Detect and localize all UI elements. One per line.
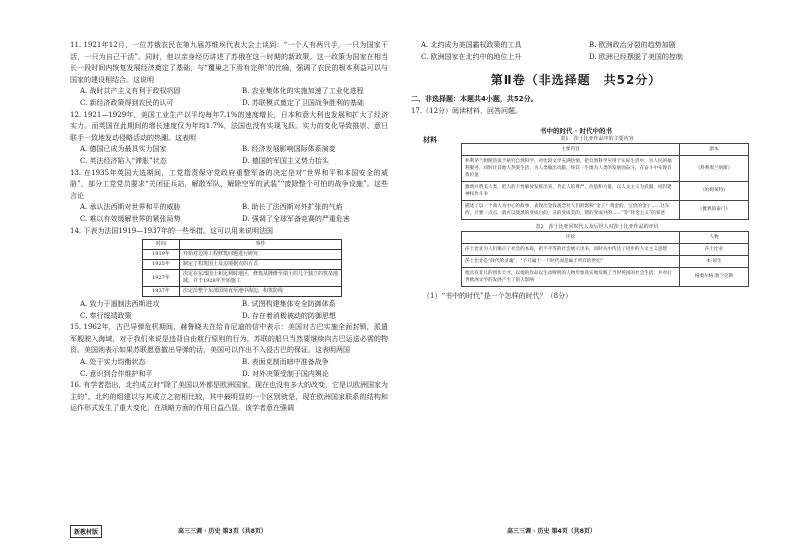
table-header-cell: 时间 [143, 240, 180, 250]
table-header-cell: 评价 [462, 231, 680, 243]
table-cell: 描述了以一个商人为中心的故事，表现出金钱观念对人们的影响“金子？黄金的、宝贵的金子……这东西，只要一点点，就可以使黑的变成白的，丑的变成美的，错的变成对的……”等“拜金主义”的罪恶 [462, 200, 680, 219]
table-cell-year: 1919年 [143, 250, 180, 260]
option: D. 苏联模式奠定了卫国战争胜利的基础 [242, 98, 364, 107]
table-header-row [143, 240, 342, 250]
option: C. 英法经济陷入“滞胀”状态 [80, 156, 167, 165]
table-header-row [462, 231, 749, 243]
table-cell: 他具有非凡的创作天才，以他的作品以生动鲜明的人物形象真实地反映了当时英国的社会生活，并对后世欧洲文学的发展产生了很大影响 [462, 267, 680, 286]
question-15-stem: 15. 1962年，古巴导弹危机期间，赫鲁晓夫在给肯尼迪的信中表示：美国对古巴实施全面封锁，派遣军舰驶入海域，对于我们来说是违背自由航行原则的行为，苏联的船只当然要继续向古巴运送必需的物资。美国则表示如果苏联愿意撤出导弹的话，美国可以作出不入侵古巴的保证。这表明两国 [70, 323, 388, 355]
table-cell-event: 决定沿整个东部国境直至地中海边，构筑防线 [180, 287, 342, 297]
question-16-options [411, 40, 741, 63]
table-2-caption: 表2 莎士比亚同时代人及后世人对莎士比亚作品的评价 [535, 223, 659, 230]
table-row [462, 155, 749, 181]
option: B. 农业集体化的实施加速了工业化进程 [242, 87, 364, 96]
question-11 [70, 40, 388, 110]
section-title: 第Ⅱ卷（非选择题 共52分） [490, 73, 662, 88]
question-13-options [70, 202, 388, 225]
question-15-options [70, 357, 388, 380]
option: D. 欧洲已经摆脱了美国的控制 [589, 52, 683, 61]
table-cell: 歌颂并赞美人类，把人的个性解放发挥出来，肯定人的尊严、价值和力量，以人文主义为武器，同封建神权作斗争 [462, 181, 680, 200]
table-cell-year: 1925年 [143, 260, 180, 270]
table-cell: 《雅典的泰门》 [680, 200, 749, 219]
option: D. 存在着消极被动的防御思想 [242, 311, 336, 320]
option: A. 德国已成为最具实力国家 [80, 145, 167, 154]
option: A. 承认法西斯对世界和平的威胁 [80, 203, 181, 212]
table-row [143, 270, 342, 287]
question-12 [70, 110, 388, 168]
table-cell: 格奥尔格·勃兰兑斯 [680, 267, 749, 286]
question-17-stem: 17.（12分）阅读材料，回答问题。 [411, 107, 523, 116]
table-cell: 莎士比亚是“时代的灵魂”，“不只属于一个时代而是属于所有的世纪” [462, 255, 680, 267]
question-12-options [70, 144, 388, 167]
option: A. 处于实力均衡状态 [80, 358, 146, 367]
table-cell-year: 1927年 [143, 270, 180, 287]
page-footer: 高三三调 · 历史 第3页（共8页） [178, 528, 267, 535]
question-13-stem: 13. 在1935年英国大选期间，工党指责保守党政府重整军备的决定是对“世界和平和本国安全的威胁”，部分工党党员要求“关闭征兵站，解散军队，解除空军的武装”“废除整个可怕的战争设施”。这些言论 [70, 168, 388, 200]
table-1 [461, 143, 749, 220]
option: B. 助长了法西斯对外扩张的气焰 [242, 203, 343, 212]
table-2 [461, 231, 749, 287]
table-cell-year: 1937年 [143, 287, 180, 297]
question-11-options [70, 86, 388, 109]
option: B. 经济发展影响国际体系演变 [242, 145, 336, 154]
option: C. 意识到合作维护和平 [80, 369, 153, 378]
right-page [397, 0, 794, 547]
option: B. 表面克制而暗中准备战争 [242, 358, 329, 367]
table-row [462, 181, 749, 200]
edition-badge: 新教材版 [70, 525, 102, 538]
question-11-stem: 11. 1921年12月，一位苏俄农民在第九届苏维埃代表大会上谈到：“一个人有两只手，一只为国家干活，一只为自己干活”。同时，他以亲身经历讲述了苏俄在这一时期的新政策。这一政策为国家在相当长一段时间内恢复发展经济奠定了基础，与“覆巢之下焉有完卵”的比喻，强调了农民的根本利益可以与国家的建设相结合。这说明 [70, 41, 388, 84]
table-row [462, 267, 749, 286]
question-16 [70, 380, 388, 415]
question-12-stem: 12. 1921—1929年，美国工业生产以平均每年7.1%的速度增长，日本和意大利也发展和扩大了经济实力。而英国在此期间的增长速度仅为年均1.7%，法国也没有实现飞跃。实力的变化导致推崇、意日联手一致地发动侵略活动的热潮。这表明 [70, 110, 388, 142]
option: C. 新经济政策得到农民的认可 [80, 98, 174, 107]
table-cell: 《科利奥兰纳斯》 [680, 155, 749, 181]
question-15 [70, 322, 388, 380]
option: B. 试图构建集体安全防御体系 [242, 300, 336, 309]
table-header-cell: 主要内容 [462, 143, 680, 155]
table-row [462, 255, 749, 267]
table-row [143, 287, 342, 297]
table-cell-event: 决定在东部国土和比利时地区，修筑从隆维至瑞士的几个独立的筑垒地域，并于1928年开始施工 [180, 270, 342, 287]
question-14-stem: 14. 下表为法国1919—1937年的一些举措。这可以用来说明法国 [70, 226, 273, 235]
table-cell-event: 开始对边境工程修筑问题进行研究 [180, 250, 342, 260]
material-tables [453, 135, 741, 287]
table-header-cell: 人物 [680, 231, 749, 243]
option: C. 奉行绥靖政策 [80, 311, 132, 320]
option: A. 北约成为美国霸权政策的工具 [421, 41, 522, 49]
section-subtitle: 二、非选择题：本题共4小题，共52分。 [411, 95, 538, 104]
question-14-options [70, 299, 388, 322]
option: A. 致力于遏制法西斯进攻 [80, 300, 160, 309]
table-row [462, 200, 749, 219]
table-cell: 莎士比亚 [680, 243, 749, 255]
question-16-stem: 16. 有学者指出，北约成立时“除了美国以外都是欧洲国家，现在也没有多大的改变，它是以欧洲国家为主的”。北约的组建以与其成立之初相比较，其中最明显的一个区别就是，现在欧洲国家联系的结构和运作形式发生了重大变化，在战略方面的作用日益凸显。该学者意在强调 [70, 381, 388, 413]
table-cell: 本·琼生 [680, 255, 749, 267]
option: D. 对外决策受制于国内舆论 [242, 369, 329, 378]
right-column [411, 40, 741, 302]
table-cell: 朴利茅兰姆斯热衷于研究自然科学，对比较文学充满热情，把自然科学应用于实际生活中，为人民的福利服务，同时让其他人热爱生活，为人类做出贡献，终其一生地为人类的发展而奋斗，在奋斗中实现自我价值 [462, 155, 680, 181]
table-header-row [462, 143, 749, 155]
question-14-table [142, 239, 342, 297]
left-column [70, 40, 388, 415]
table-header-cell: 事件 [180, 240, 342, 250]
question-13 [70, 168, 388, 226]
table-row [143, 260, 342, 270]
option: B. 欧洲政治分裂的趋势加剧 [589, 41, 676, 49]
option: C. 欧洲国家在北约中的地位上升 [421, 52, 522, 61]
table-cell: 《哈姆莱特》 [680, 181, 749, 200]
option: D. 德国的军国主义势力抬头 [242, 156, 329, 165]
table-1-caption: 表1 莎士比亚作品中的主要内容 [560, 135, 634, 142]
table-row [143, 250, 342, 260]
table-cell-event: 制定了构筑国土及边境据点的方式 [180, 260, 342, 270]
page-footer: 高三三调 · 历史 第4页（共8页） [507, 528, 596, 535]
material-label: 材料 [423, 135, 437, 144]
table-cell: 莎士比亚为人们揭示了社会的本质，把不平等的社会展示出来，同时从中传达了进步的人文主义思想 [462, 243, 680, 255]
question-17-part-1: （1）“书中的时代”是一个怎样的时代？（8分） [423, 291, 573, 300]
question-14 [70, 226, 388, 323]
option: D. 强调了全球军备竞赛的严重危害 [242, 214, 350, 223]
table-row [462, 243, 749, 255]
option: A. 战时共产主义有利于政权巩固 [80, 87, 181, 96]
material-row [411, 135, 741, 287]
option: C. 难以有效缓解世界的紧张局势 [80, 214, 181, 223]
material-title: 书中的时代 · 时代中的书 [540, 126, 612, 135]
table-header-cell: 剧本 [680, 143, 749, 155]
